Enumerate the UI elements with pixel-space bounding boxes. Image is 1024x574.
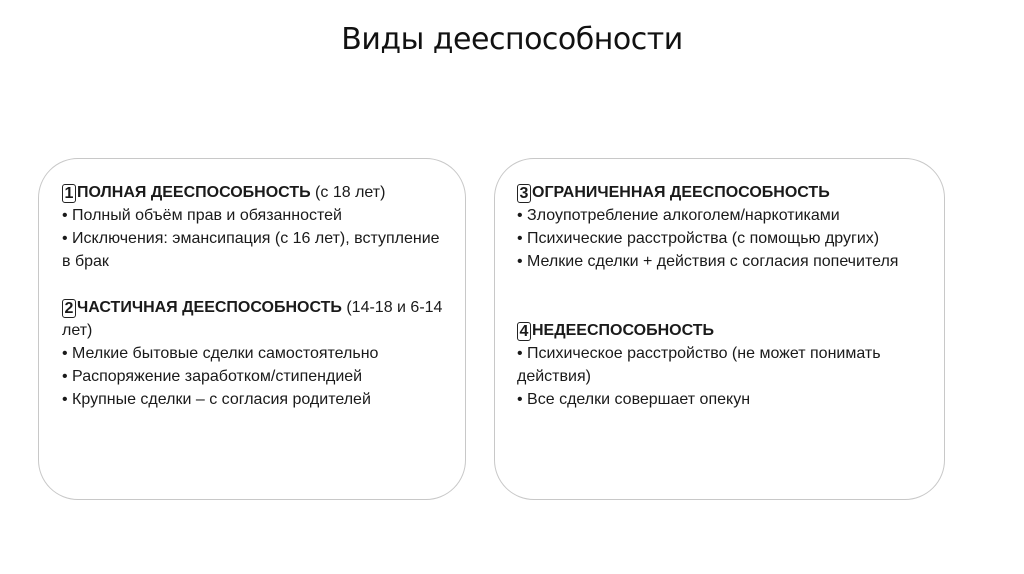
section-number-box: 4 [517, 322, 531, 341]
section-title: ПОЛНАЯ ДЕЕСПОСОБНОСТЬ [77, 184, 311, 201]
section-note: (с 18 лет) [310, 184, 386, 201]
list-item: • Мелкие сделки + действия с согласия попечителя [517, 253, 899, 270]
card-right-body [517, 181, 930, 411]
section-number-box: 2 [62, 299, 76, 318]
section-number-box: 1 [62, 184, 76, 203]
card-right [494, 158, 945, 500]
section-number-box: 3 [517, 184, 531, 203]
list-item: • Распоряжение заработком/стипендией [62, 368, 363, 385]
list-item: • Психические расстройства (с помощью других) [517, 230, 880, 247]
list-item: • Крупные сделки – с согласия родителей [62, 391, 371, 408]
card-left-body [62, 181, 451, 411]
slide-title: Виды дееспособности [341, 22, 683, 57]
list-item: • Все сделки совершает опекун [517, 391, 751, 408]
section-title: НЕДЕЕСПОСОБНОСТЬ [532, 322, 714, 339]
card-left [38, 158, 466, 500]
section-heading [517, 319, 930, 342]
list-item: • Психическое расстройство (не может понимать действия) [517, 345, 881, 385]
list-item: • Злоупотребление алкоголем/наркотиками [517, 207, 840, 224]
section-note: (14-18 и 6-14 лет) [62, 299, 443, 339]
list-item: • Полный объём прав и обязанностей [62, 207, 342, 224]
section-gap [62, 273, 451, 296]
list-item: • Мелкие бытовые сделки самостоятельно [62, 345, 379, 362]
list-item: • Исключения: эмансипация (с 16 лет), вступление в брак [62, 230, 440, 270]
section-heading [62, 181, 451, 204]
section-heading [517, 181, 930, 204]
section-title: ЧАСТИЧНАЯ ДЕЕСПОСОБНОСТЬ [77, 299, 342, 316]
section-gap [517, 273, 930, 319]
section-title: ОГРАНИЧЕННАЯ ДЕЕСПОСОБНОСТЬ [532, 184, 830, 201]
section-heading [62, 296, 451, 342]
